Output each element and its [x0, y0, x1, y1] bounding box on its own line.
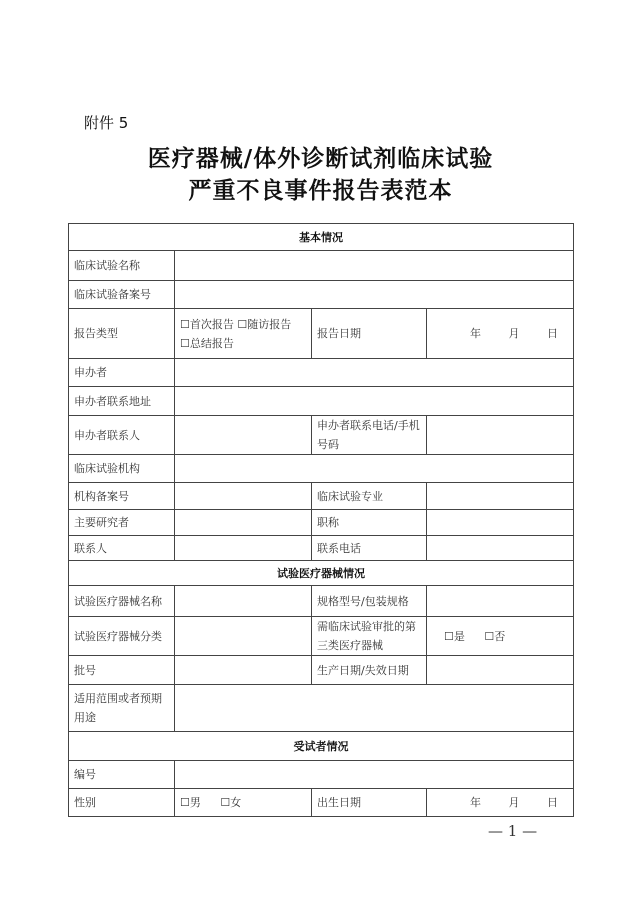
label-institution: 临床试验机构	[69, 455, 175, 483]
field-sponsor-contact[interactable]	[175, 416, 312, 455]
year-label: 年	[470, 327, 481, 340]
field-device-name[interactable]	[175, 586, 312, 617]
label-contact-phone: 联系电话	[312, 536, 427, 561]
label-sponsor-address: 申办者联系地址	[69, 387, 175, 416]
field-intended-use[interactable]	[175, 685, 574, 732]
field-sponsor-address[interactable]	[175, 387, 574, 416]
field-principal-investigator[interactable]	[175, 510, 312, 536]
field-institution-record-no[interactable]	[175, 483, 312, 510]
label-report-date: 报告日期	[312, 309, 427, 359]
label-spec-model: 规格型号/包装规格	[312, 586, 427, 617]
checkbox-summary-report[interactable]: ☐总结报告	[180, 336, 234, 350]
label-sex: 性别	[69, 789, 175, 817]
field-spec-model[interactable]	[427, 586, 574, 617]
checkbox-yes[interactable]: ☐是	[444, 629, 465, 643]
label-sponsor-contact: 申办者联系人	[69, 416, 175, 455]
label-sponsor-phone: 申办者联系电话/手机号码	[312, 416, 427, 455]
checkbox-first-report[interactable]: ☐首次报告	[180, 317, 234, 331]
label-trial-record-no: 临床试验备案号	[69, 281, 175, 309]
section-basic-info: 基本情况	[69, 224, 574, 251]
field-sponsor-phone[interactable]	[427, 416, 574, 455]
field-batch-no[interactable]	[175, 656, 312, 685]
field-report-type	[175, 309, 312, 359]
checkbox-no[interactable]: ☐否	[484, 629, 506, 643]
section-subject-info: 受试者情况	[69, 732, 574, 761]
label-class3-approval: 需临床试验审批的第三类医疗器械	[312, 617, 427, 656]
field-trial-name[interactable]	[175, 251, 574, 281]
field-sex	[175, 789, 312, 817]
day-label: 日	[547, 327, 558, 340]
attachment-label: 附件 5	[84, 114, 129, 132]
label-trial-name: 临床试验名称	[69, 251, 175, 281]
field-institution[interactable]	[175, 455, 574, 483]
label-subject-no: 编号	[69, 761, 175, 789]
label-prod-exp-date: 生产日期/失效日期	[312, 656, 427, 685]
field-birth-date[interactable]	[427, 789, 574, 817]
label-institution-record-no: 机构备案号	[69, 483, 175, 510]
label-specialty: 临床试验专业	[312, 483, 427, 510]
label-job-title: 职称	[312, 510, 427, 536]
checkbox-male[interactable]: ☐男	[180, 796, 201, 809]
field-class3-approval	[427, 617, 574, 656]
field-sponsor[interactable]	[175, 359, 574, 387]
label-report-type: 报告类型	[69, 309, 175, 359]
label-device-class: 试验医疗器械分类	[69, 617, 175, 656]
field-specialty[interactable]	[427, 483, 574, 510]
label-birth-date: 出生日期	[312, 789, 427, 817]
field-contact-phone[interactable]	[427, 536, 574, 561]
label-sponsor: 申办者	[69, 359, 175, 387]
label-batch-no: 批号	[69, 656, 175, 685]
checkbox-follow-up-report[interactable]: ☐随访报告	[237, 317, 292, 331]
year-label: 年	[470, 796, 481, 809]
month-label: 月	[508, 796, 520, 809]
label-device-name: 试验医疗器械名称	[69, 586, 175, 617]
document-title-line2: 严重不良事件报告表范本	[188, 177, 453, 204]
field-trial-record-no[interactable]	[175, 281, 574, 309]
field-job-title[interactable]	[427, 510, 574, 536]
document-title-line1: 医疗器械/体外诊断试剂临床试验	[147, 145, 494, 172]
field-device-class[interactable]	[175, 617, 312, 656]
field-subject-no[interactable]	[175, 761, 574, 789]
label-principal-investigator: 主要研究者	[69, 510, 175, 536]
month-label: 月	[508, 327, 520, 340]
field-report-date[interactable]	[427, 309, 574, 359]
field-contact-person[interactable]	[175, 536, 312, 561]
sae-report-form	[68, 223, 574, 817]
label-intended-use: 适用范围或者预期用途	[69, 685, 175, 732]
day-label: 日	[547, 796, 558, 809]
label-contact-person: 联系人	[69, 536, 175, 561]
section-device-info: 试验医疗器械情况	[69, 561, 574, 586]
field-prod-exp-date[interactable]	[427, 656, 574, 685]
page-number: — 1 —	[488, 822, 538, 840]
checkbox-female[interactable]: ☐女	[220, 796, 242, 809]
